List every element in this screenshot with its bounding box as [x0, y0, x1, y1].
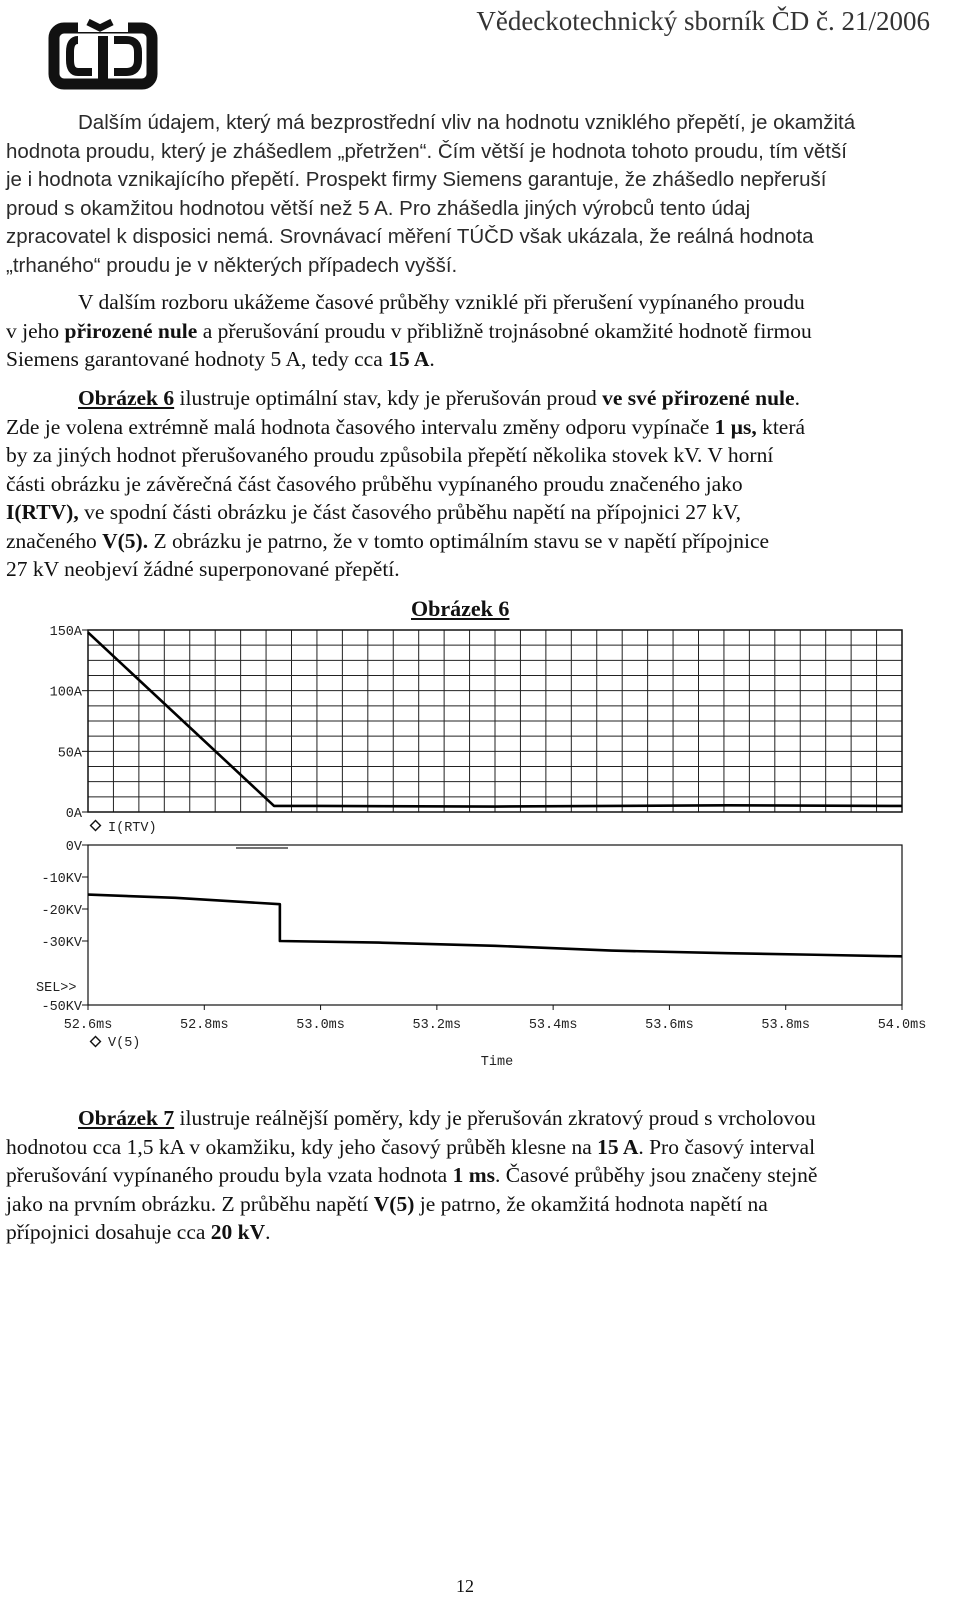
p4-line-4: jako na prvním obrázku. Z průběhu napětí V(5) je patrno, že okamžitá hodnota napětí na — [6, 1191, 768, 1216]
p3-line-1: Obrázek 6 ilustruje optimální stav, kdy je přerušován proud ve své přirozené nule. — [78, 386, 800, 410]
x-tick-label: 53.2ms — [412, 1018, 462, 1033]
current-y-tick-label: 100A — [49, 685, 82, 701]
figure-6-reference: Obrázek 6 — [78, 386, 175, 410]
x-tick-label: 52.6ms — [63, 1018, 113, 1033]
paragraph-2 — [6, 288, 936, 374]
voltage-y-tick-label: 0V — [65, 840, 82, 855]
cd-logo — [48, 12, 158, 92]
p2-line-2: v jeho přirozené nule a přerušování proudu v přibližně trojnásobné okamžité hodnotě firmou — [6, 318, 812, 343]
p2-line-1: V dalším rozboru ukážeme časové průběhy vzniklé při přerušení vypínaného proudu — [78, 290, 805, 314]
p3-line-2: Zde je volena extrémně malá hodnota časového intervalu změny odporu vypínače 1 μs, která — [6, 414, 806, 439]
p1-line-6: „trhaného“ proudu je v některých případech vyšší. — [6, 253, 458, 277]
current-grid — [88, 630, 902, 812]
figure-7-reference: Obrázek 7 — [78, 1106, 175, 1130]
paragraph-1 — [6, 109, 936, 280]
p1-line-1: Dalším údajem, který má bezprostřední vliv na hodnotu vzniklého přepětí, je okamžitá — [78, 111, 856, 134]
p2-line-3: Siemens garantované hodnoty 5 A, tedy cca 15 A. — [6, 347, 435, 371]
x-tick-label: 53.4ms — [528, 1018, 578, 1033]
current-y-tick-label: 150A — [49, 625, 82, 640]
voltage-legend-label: V(5) — [108, 1036, 141, 1051]
p3-line-5: I(RTV), ve spodní části obrázku je část časového průběhu napětí na přípojnici 27 kV, — [6, 500, 742, 524]
voltage-selector-label: SEL>> — [36, 981, 77, 996]
voltage-y-tick-label: -30KV — [41, 936, 82, 951]
current-y-tick-label: 50A — [57, 746, 82, 762]
p4-line-5: přípojnici dosahuje cca 20 kV. — [6, 1220, 271, 1244]
p3-line-7: 27 kV neobjeví žádné superponované přepětí. — [6, 557, 400, 581]
p4-line-1: Obrázek 7 ilustruje reálnější poměry, kdy je přerušován zkratový proud s vrcholovou — [78, 1106, 816, 1130]
x-axis-label: Time — [480, 1055, 514, 1070]
p1-line-3: je i hodnota vznikajícího přepětí. Prospekt firmy Siemens garantuje, že zhášedlo nepřeruší — [6, 168, 827, 191]
voltage-plot-frame — [88, 845, 902, 1005]
p4-line-3: přerušování vypínaného proudu byla vzata hodnota 1 ms. Časové průběhy jsou značeny stejně — [6, 1163, 818, 1187]
page-number: 12 — [456, 1576, 474, 1596]
figure-6-chart — [0, 612, 930, 1072]
current-legend-marker — [91, 821, 101, 831]
voltage-series-line — [88, 895, 902, 957]
paragraph-3 — [6, 384, 936, 584]
current-y-tick-label: 0A — [65, 807, 82, 822]
p3-line-6: značeného V(5). Z obrázku je patrno, že v tomto optimálním stavu se v napětí přípojnice — [6, 528, 770, 553]
voltage-y-tick-label: -50KV — [41, 1000, 82, 1015]
p3-line-3: by za jiných hodnot přerušovaného proudu způsobila přepětí několika stovek kV. V horní — [6, 443, 774, 467]
journal-title: Vědeckotechnický sborník ČD č. 21/2006 — [476, 6, 930, 36]
x-tick-label: 54.0ms — [877, 1018, 927, 1033]
x-tick-label: 52.8ms — [179, 1018, 229, 1033]
p1-line-5: zpracovatel k disposici nemá. Srovnávací měření TÚČD však ukázala, že reálná hodnota — [6, 225, 814, 248]
paragraph-4 — [6, 1104, 936, 1247]
p1-line-2: hodnota proudu, který je zhášedlem „přetržen“. Čím větší je hodnota tohoto proudu, tím větší — [6, 139, 847, 163]
p1-line-4: proud s okamžitou hodnotou větší než 5 A. Pro zhášedla jiných výrobců tento údaj — [6, 196, 751, 220]
x-tick-label: 53.0ms — [296, 1018, 345, 1033]
p3-line-4: části obrázku je závěrečná část časového průběhu vypínaného proudu značeného jako — [6, 471, 743, 496]
voltage-legend-marker — [91, 1037, 101, 1047]
voltage-y-tick-label: -10KV — [41, 872, 82, 887]
current-legend-label: I(RTV) — [108, 821, 157, 836]
x-tick-label: 53.8ms — [761, 1018, 811, 1033]
voltage-y-tick-label: -20KV — [41, 904, 82, 919]
x-tick-label: 53.6ms — [645, 1018, 694, 1033]
figure-title: Obrázek 6 — [411, 596, 510, 621]
p4-line-2: hodnotou cca 1,5 kA v okamžiku, kdy jeho časový průběh klesne na 15 A. Pro časový interval — [6, 1134, 816, 1159]
